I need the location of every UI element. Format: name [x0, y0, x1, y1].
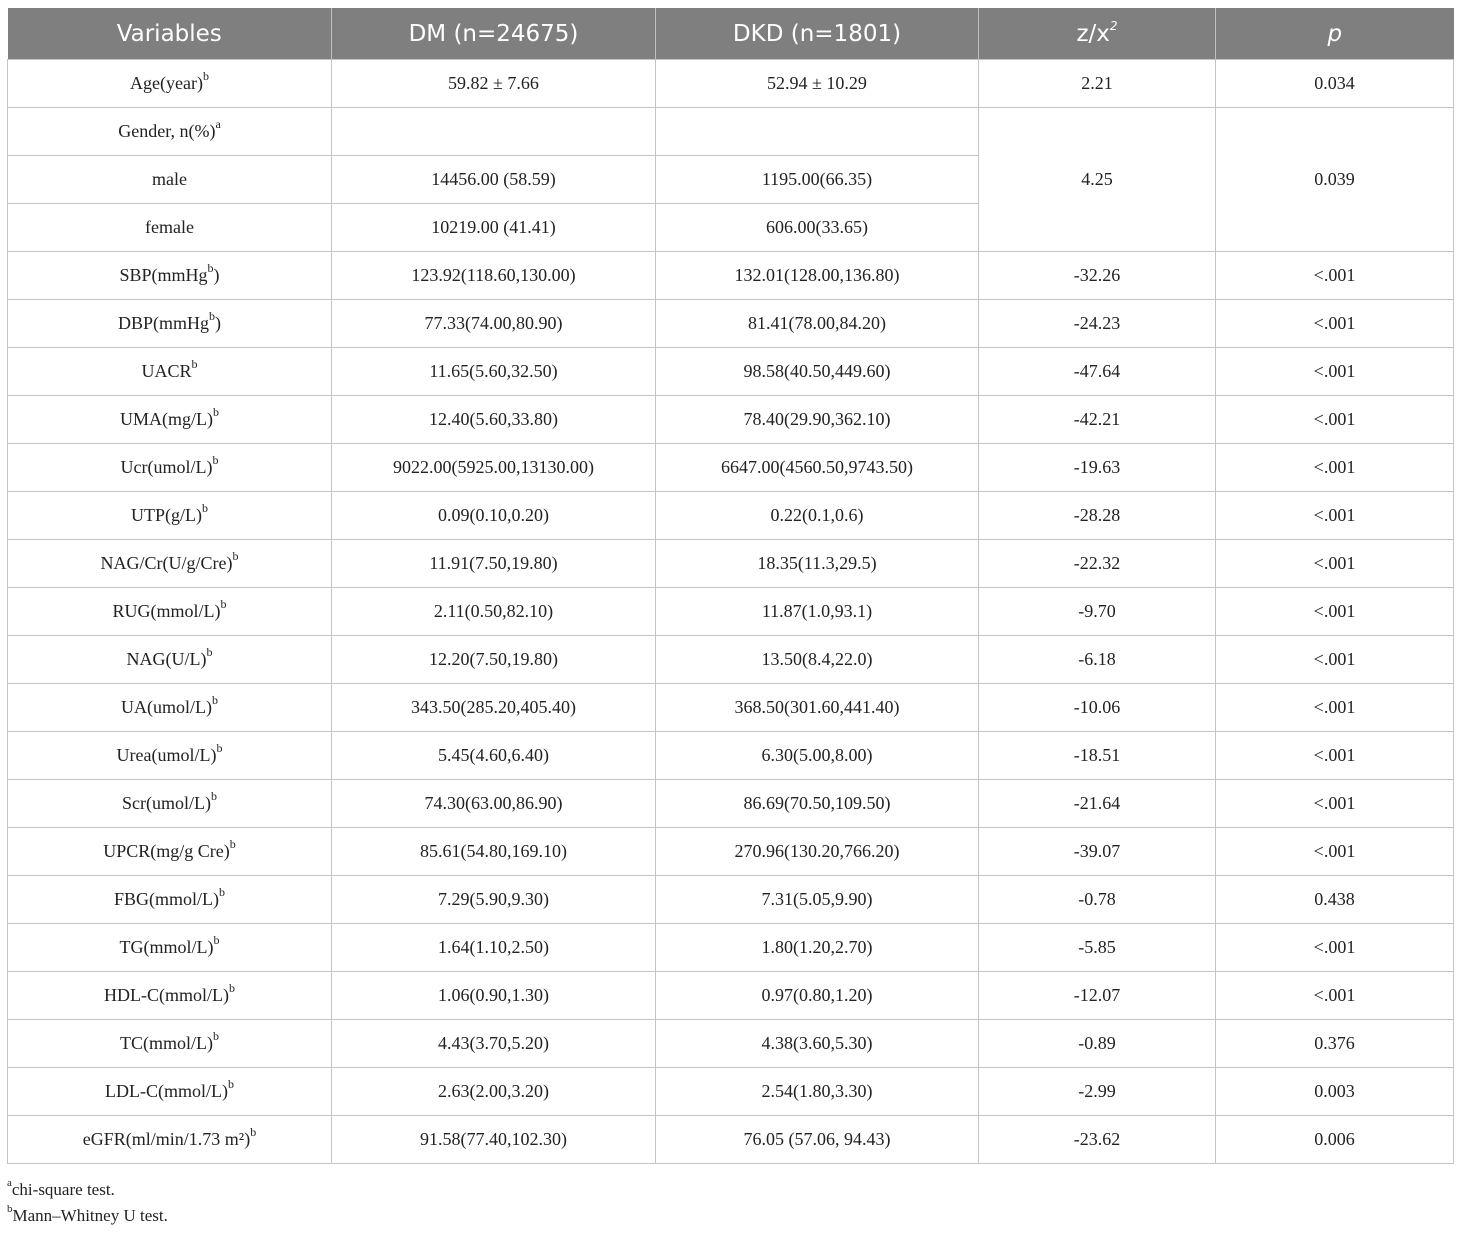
statistic-cell: -23.62 [979, 1116, 1216, 1164]
dm-cell: 7.29(5.90,9.30) [332, 876, 656, 924]
footnotes [7, 1177, 168, 1229]
table-row [8, 348, 1454, 396]
dkd-cell: 0.22(0.1,0.6) [656, 492, 979, 540]
variable-label: SBP(mmHg [119, 265, 208, 285]
p-cell: <.001 [1216, 300, 1454, 348]
variable-cell [8, 876, 332, 924]
statistic-cell: -19.63 [979, 444, 1216, 492]
statistic-cell: -10.06 [979, 684, 1216, 732]
variable-sup: b [219, 885, 225, 899]
p-cell: <.001 [1216, 252, 1454, 300]
dm-cell: 5.45(4.60,6.40) [332, 732, 656, 780]
statistic-cell: 2.21 [979, 60, 1216, 108]
header-dm: DM (n=24675) [332, 8, 656, 60]
p-cell: <.001 [1216, 924, 1454, 972]
variable-cell [8, 540, 332, 588]
variable-sup: b [207, 261, 214, 275]
dm-cell: 10219.00 (41.41) [332, 204, 656, 252]
variable-label: UA(umol/L) [121, 697, 212, 717]
header-p-label: p [1327, 20, 1343, 47]
variable-label: eGFR(ml/min/1.73 m²) [82, 1129, 251, 1149]
dkd-cell: 606.00(33.65) [656, 204, 979, 252]
dm-cell: 9022.00(5925.00,13130.00) [332, 444, 656, 492]
dkd-cell [656, 108, 979, 156]
dkd-cell: 81.41(78.00,84.20) [656, 300, 979, 348]
variable-sup: b [209, 309, 215, 323]
variable-label: TG(mmol/L) [119, 937, 214, 957]
variable-sup: b [202, 501, 208, 515]
dkd-cell: 1.80(1.20,2.70) [656, 924, 979, 972]
p-cell: <.001 [1216, 396, 1454, 444]
header-variables: Variables [8, 8, 332, 60]
variable-cell [8, 300, 332, 348]
statistic-cell: -28.28 [979, 492, 1216, 540]
variable-sup: b [213, 405, 219, 419]
dm-cell: 0.09(0.10,0.20) [332, 492, 656, 540]
dm-cell [332, 108, 656, 156]
dkd-cell: 98.58(40.50,449.60) [656, 348, 979, 396]
variable-cell [8, 444, 332, 492]
p-cell-gender: 0.039 [1216, 108, 1454, 252]
statistic-cell: -2.99 [979, 1068, 1216, 1116]
header-statistic [979, 8, 1216, 60]
header-p [1216, 8, 1454, 60]
variable-label: Scr(umol/L) [122, 793, 211, 813]
dm-cell: 12.20(7.50,19.80) [332, 636, 656, 684]
p-cell: 0.034 [1216, 60, 1454, 108]
variable-tail: ) [213, 265, 220, 285]
variable-sup: b [211, 693, 218, 707]
variable-cell [8, 1020, 332, 1068]
table-row [8, 1116, 1454, 1164]
statistic-cell: -47.64 [979, 348, 1216, 396]
dm-cell: 4.43(3.70,5.20) [332, 1020, 656, 1068]
variable-sup: b [232, 549, 239, 563]
dkd-cell: 6.30(5.00,8.00) [656, 732, 979, 780]
table-row [8, 492, 1454, 540]
dm-cell: 12.40(5.60,33.80) [332, 396, 656, 444]
footnote-a: $^a$chi-square test. [7, 1177, 115, 1199]
statistic-cell: -42.21 [979, 396, 1216, 444]
dm-cell: 85.61(54.80,169.10) [332, 828, 656, 876]
variable-sup: b [229, 837, 236, 851]
p-cell: 0.006 [1216, 1116, 1454, 1164]
variable-sup: b [202, 69, 209, 83]
variable-sup: b [206, 645, 213, 659]
dkd-cell: 11.87(1.0,93.1) [656, 588, 979, 636]
variable-sup: b [212, 453, 219, 467]
p-cell: 0.003 [1216, 1068, 1454, 1116]
statistic-cell: -5.85 [979, 924, 1216, 972]
dkd-cell: 6647.00(4560.50,9743.50) [656, 444, 979, 492]
variable-sup: a [215, 117, 221, 131]
table-row [8, 828, 1454, 876]
dm-cell: 2.11(0.50,82.10) [332, 588, 656, 636]
statistic-cell: -32.26 [979, 252, 1216, 300]
dkd-cell: 7.31(5.05,9.90) [656, 876, 979, 924]
variable-label: UTP(g/L) [131, 505, 202, 525]
variable-label: LDL-C(mmol/L) [105, 1081, 228, 1101]
variable-cell [8, 924, 332, 972]
footnote-b: $^b$Mann–Whitney U test. [7, 1203, 168, 1225]
statistic-cell-gender: 4.25 [979, 108, 1216, 252]
dkd-cell: 76.05 (57.06, 94.43) [656, 1116, 979, 1164]
variable-cell: female [8, 204, 332, 252]
p-cell: <.001 [1216, 684, 1454, 732]
variable-cell [8, 588, 332, 636]
table-row [8, 924, 1454, 972]
statistic-cell: -6.18 [979, 636, 1216, 684]
table-row [8, 300, 1454, 348]
variable-label: NAG(U/L) [126, 649, 207, 669]
p-cell: 0.438 [1216, 876, 1454, 924]
table-row [8, 684, 1454, 732]
dm-cell: 1.06(0.90,1.30) [332, 972, 656, 1020]
variable-cell [8, 732, 332, 780]
header-row [8, 8, 1454, 60]
dm-cell: 11.91(7.50,19.80) [332, 540, 656, 588]
header-dkd: DKD (n=1801) [656, 8, 979, 60]
p-cell: <.001 [1216, 780, 1454, 828]
p-cell: 0.376 [1216, 1020, 1454, 1068]
statistic-cell: -24.23 [979, 300, 1216, 348]
dkd-cell: 13.50(8.4,22.0) [656, 636, 979, 684]
table-row [8, 1068, 1454, 1116]
variable-label: UPCR(mg/g Cre) [103, 841, 230, 861]
dkd-cell: 368.50(301.60,441.40) [656, 684, 979, 732]
header-statistic-sup: 2 [1109, 18, 1118, 33]
variable-cell [8, 636, 332, 684]
p-cell: <.001 [1216, 972, 1454, 1020]
variable-tail: ) [215, 313, 221, 333]
variable-sup: b [191, 357, 198, 371]
p-cell: <.001 [1216, 636, 1454, 684]
statistic-cell: -12.07 [979, 972, 1216, 1020]
statistic-cell: -39.07 [979, 828, 1216, 876]
variable-sup: b [213, 1029, 219, 1043]
table-row [8, 252, 1454, 300]
table-row [8, 780, 1454, 828]
statistic-cell: -0.89 [979, 1020, 1216, 1068]
dm-cell: 77.33(74.00,80.90) [332, 300, 656, 348]
table-row [8, 636, 1454, 684]
table-row-age [8, 60, 1454, 108]
variable-label: Ucr(umol/L) [120, 457, 213, 477]
table-row [8, 540, 1454, 588]
variable-label: NAG/Cr(U/g/Cre) [100, 553, 233, 573]
variable-label: UMA(mg/L) [120, 409, 213, 429]
variable-cell [8, 396, 332, 444]
variable-cell [8, 60, 332, 108]
dkd-cell: 86.69(70.50,109.50) [656, 780, 979, 828]
table-row [8, 972, 1454, 1020]
variable-cell [8, 684, 332, 732]
p-cell: <.001 [1216, 444, 1454, 492]
p-cell: <.001 [1216, 348, 1454, 396]
dkd-cell: 18.35(11.3,29.5) [656, 540, 979, 588]
variable-label: TC(mmol/L) [120, 1033, 213, 1053]
variable-cell [8, 1116, 332, 1164]
table-row [8, 444, 1454, 492]
variable-sup: b [210, 789, 217, 803]
table-row [8, 396, 1454, 444]
variable-sup: b [250, 1125, 257, 1139]
variable-sup: b [213, 933, 220, 947]
statistic-cell: -22.32 [979, 540, 1216, 588]
variable-label: RUG(mmol/L) [112, 601, 221, 621]
p-cell: <.001 [1216, 540, 1454, 588]
table-row [8, 588, 1454, 636]
dm-cell: 11.65(5.60,32.50) [332, 348, 656, 396]
table-row-gender [8, 108, 1454, 156]
dkd-cell: 0.97(0.80,1.20) [656, 972, 979, 1020]
dm-cell: 74.30(63.00,86.90) [332, 780, 656, 828]
variable-sup: b [220, 597, 227, 611]
results-table [7, 8, 1454, 1164]
dm-cell: 59.82 ± 7.66 [332, 60, 656, 108]
dm-cell: 1.64(1.10,2.50) [332, 924, 656, 972]
variable-cell [8, 108, 332, 156]
variable-cell [8, 1068, 332, 1116]
variable-label: HDL-C(mmol/L) [104, 985, 229, 1005]
table-row [8, 732, 1454, 780]
dm-cell: 91.58(77.40,102.30) [332, 1116, 656, 1164]
dkd-cell: 1195.00(66.35) [656, 156, 979, 204]
dm-cell: 2.63(2.00,3.20) [332, 1068, 656, 1116]
variable-cell: male [8, 156, 332, 204]
dkd-cell: 78.40(29.90,362.10) [656, 396, 979, 444]
statistic-cell: -9.70 [979, 588, 1216, 636]
dkd-cell: 52.94 ± 10.29 [656, 60, 979, 108]
variable-label: FBG(mmol/L) [113, 889, 219, 909]
statistic-cell: -18.51 [979, 732, 1216, 780]
table-row [8, 1020, 1454, 1068]
p-cell: <.001 [1216, 828, 1454, 876]
p-cell: <.001 [1216, 732, 1454, 780]
dkd-cell: 132.01(128.00,136.80) [656, 252, 979, 300]
header-statistic-label: z/x [1076, 20, 1110, 47]
variable-label: UACR [141, 361, 192, 381]
dm-cell: 14456.00 (58.59) [332, 156, 656, 204]
variable-sup: b [227, 1077, 234, 1091]
dm-cell: 343.50(285.20,405.40) [332, 684, 656, 732]
variable-cell [8, 780, 332, 828]
dkd-cell: 2.54(1.80,3.30) [656, 1068, 979, 1116]
variable-sup: b [216, 741, 223, 755]
dkd-cell: 4.38(3.60,5.30) [656, 1020, 979, 1068]
statistic-cell: -21.64 [979, 780, 1216, 828]
dm-cell: 123.92(118.60,130.00) [332, 252, 656, 300]
variable-cell [8, 828, 332, 876]
variable-cell [8, 492, 332, 540]
table-row [8, 876, 1454, 924]
variable-cell [8, 252, 332, 300]
variable-cell [8, 972, 332, 1020]
p-cell: <.001 [1216, 492, 1454, 540]
variable-label: Age(year) [130, 73, 203, 93]
p-cell: <.001 [1216, 588, 1454, 636]
dkd-cell: 270.96(130.20,766.20) [656, 828, 979, 876]
variable-label: DBP(mmHg [117, 313, 209, 333]
variable-sup: b [228, 981, 235, 995]
variable-label: Urea(umol/L) [116, 745, 217, 765]
statistic-cell: -0.78 [979, 876, 1216, 924]
variable-label: Gender, n(%) [118, 121, 216, 141]
variable-cell [8, 348, 332, 396]
